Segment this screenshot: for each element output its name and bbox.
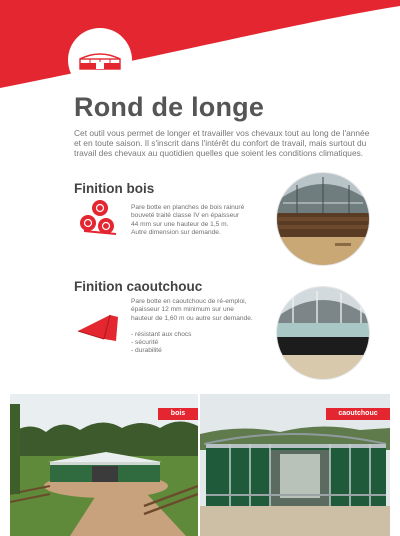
intro-text: Cet outil vous permet de longer et travailler vos chevaux tout au long de l'année et en toute saison. Il s'inscrit dans l'intérêt du confort de travail, mais surtout du travail des chevaux au quotidien quelles que soient les conditions climatiques.: [74, 128, 370, 158]
page-title: Rond de longe: [74, 92, 265, 122]
section-title-caoutchouc: Finition caoutchouc: [74, 279, 203, 294]
bullet-item: - sécurité: [131, 339, 159, 347]
desc-line: bouveté traité classe IV en épaisseur: [131, 212, 240, 220]
photo-interior-bois: [277, 173, 369, 265]
photo-tag-caoutchouc: caoutchouc: [326, 408, 390, 420]
description-caoutchouc: [131, 298, 275, 356]
rubber-sheet-icon: [76, 309, 120, 343]
bullet-item: - durabilité: [131, 347, 162, 355]
round-pen-logo: [68, 28, 132, 92]
wood-logs-icon: [76, 198, 120, 238]
header-banner: [0, 0, 400, 90]
desc-line: Pare botte en planches de bois rainuré: [131, 204, 245, 211]
desc-line: hauteur de 1,60 m ou autre sur demande.: [131, 314, 253, 322]
photo-exterior-caoutchouc: [200, 394, 390, 536]
desc-line: épaisseur 12 mm minimum sur une: [131, 306, 234, 314]
desc-line: Pare botte en caoutchouc de ré-emploi,: [131, 298, 247, 305]
desc-line: Autre dimension sur demande.: [131, 228, 221, 236]
round-pen-icon: [75, 45, 125, 75]
photo-tag-bois: bois: [158, 408, 198, 420]
photo-interior-caoutchouc: [277, 287, 369, 379]
photo-exterior-bois: [10, 394, 198, 536]
section-title-bois: Finition bois: [74, 181, 155, 196]
desc-line: 44 mm sur une hauteur de 1,5 m.: [131, 220, 229, 228]
description-bois: [131, 204, 271, 237]
bullet-item: - résistant aux chocs: [131, 330, 192, 338]
